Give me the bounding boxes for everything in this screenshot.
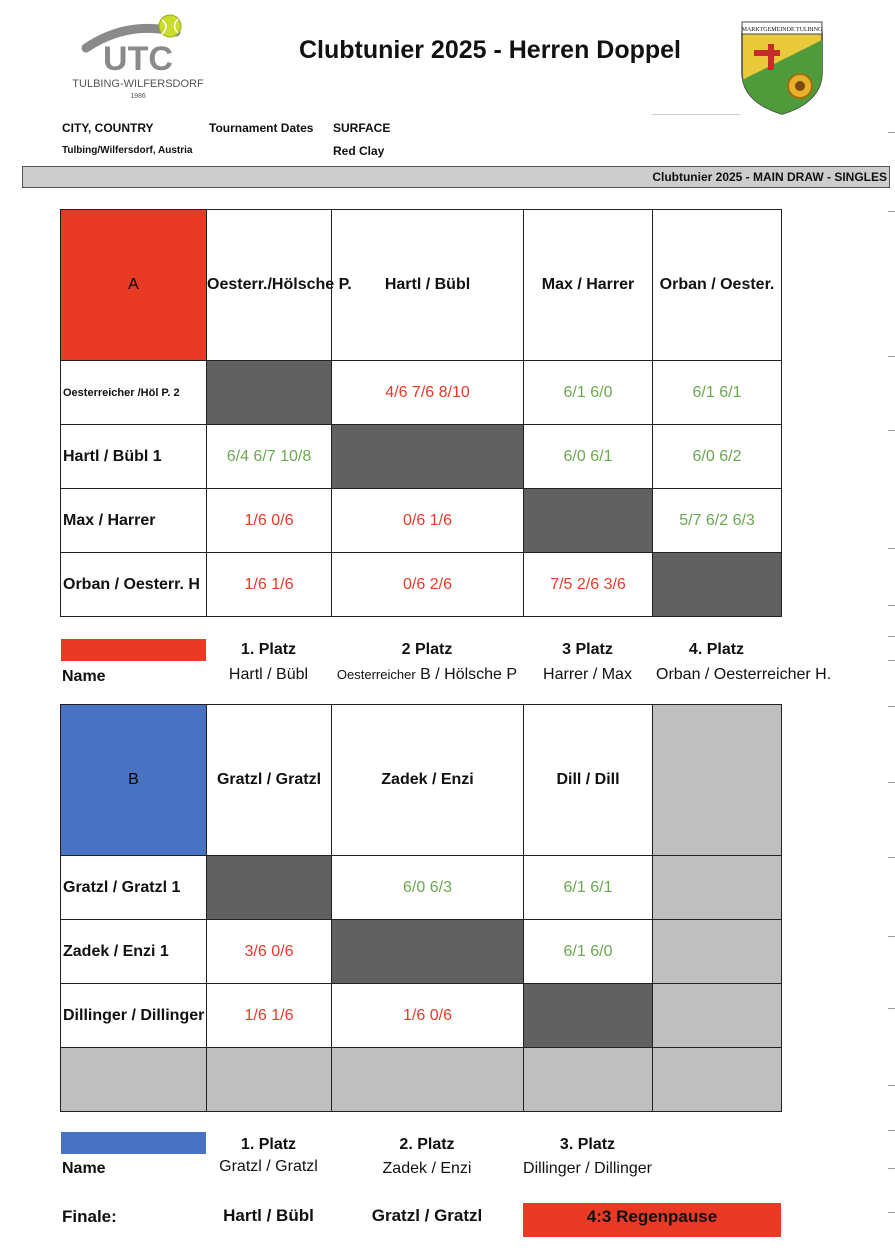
group-a-col-header: Hartl / Bübl — [332, 210, 524, 361]
group-a-label: A — [61, 210, 207, 361]
blocked-cell — [207, 361, 332, 425]
place-name: Harrer / Max — [543, 666, 632, 683]
empty-cell — [207, 1048, 332, 1112]
surface-value: Red Clay — [333, 144, 385, 158]
table-row — [61, 856, 782, 920]
group-a-col-header: Max / Harrer — [524, 210, 653, 361]
utc-logo — [58, 12, 218, 102]
score-cell: 6/1 6/0 — [524, 361, 653, 425]
edge-tick — [888, 706, 895, 707]
finale-label: Finale: — [62, 1207, 117, 1226]
table-row — [61, 1048, 782, 1112]
table-row — [61, 920, 782, 984]
place-label: 3. Platz — [559, 1136, 616, 1153]
place-name: Dillinger / Dillinger — [523, 1160, 652, 1177]
surface-label: SURFACE — [333, 121, 391, 135]
city-label: CITY, COUNTRY — [62, 121, 154, 135]
group-b-swatch — [61, 1132, 206, 1154]
edge-tick — [888, 1168, 895, 1169]
blocked-cell — [207, 856, 332, 920]
edge-tick — [888, 1212, 895, 1213]
tulbing-crest-icon — [738, 18, 826, 116]
place-label: 4. Platz — [688, 641, 745, 658]
table-row — [61, 489, 782, 553]
group-b-row-label: Dillinger / Dillinger — [61, 984, 207, 1048]
edge-tick — [888, 936, 895, 937]
place-label: 2 Platz — [401, 641, 453, 658]
svg-text:TULBING-WILFERSDORF: TULBING-WILFERSDORF — [72, 78, 204, 90]
divider — [652, 114, 740, 115]
edge-tick — [888, 857, 895, 858]
edge-tick — [888, 782, 895, 783]
score-cell: 1/6 0/6 — [207, 489, 332, 553]
empty-cell — [524, 1048, 653, 1112]
page-title: Clubtunier 2025 - Herren Doppel — [298, 36, 682, 64]
empty-cell — [653, 1048, 782, 1112]
edge-tick — [888, 548, 895, 549]
blocked-cell — [524, 489, 653, 553]
group-b-label: B — [61, 705, 207, 856]
score-cell: 7/5 2/6 3/6 — [524, 553, 653, 617]
empty-cell — [653, 984, 782, 1048]
blocked-cell — [524, 984, 653, 1048]
edge-tick — [888, 211, 895, 212]
score-cell: 1/6 0/6 — [332, 984, 524, 1048]
group-a-swatch — [61, 639, 206, 661]
group-a-row-label: Max / Harrer — [61, 489, 207, 553]
finale-player1: Hartl / Bübl — [223, 1206, 314, 1225]
finale-player2: Gratzl / Gratzl — [371, 1206, 483, 1225]
table-row — [61, 553, 782, 617]
group-b-row-label: Gratzl / Gratzl 1 — [61, 856, 207, 920]
group-b-row-label: Zadek / Enzi 1 — [61, 920, 207, 984]
empty-cell — [332, 1048, 524, 1112]
group-b-col-header: Zadek / Enzi — [332, 705, 524, 856]
blocked-cell — [653, 553, 782, 617]
place-name: Zadek / Enzi — [382, 1160, 472, 1177]
score-cell: 6/0 6/1 — [524, 425, 653, 489]
edge-tick — [888, 356, 895, 357]
blocked-cell — [332, 920, 524, 984]
edge-tick — [888, 1085, 895, 1086]
edge-tick — [888, 132, 895, 133]
score-cell: 4/6 7/6 8/10 — [332, 361, 524, 425]
dates-label: Tournament Dates — [209, 121, 314, 135]
group-b-col-header: Dill / Dill — [524, 705, 653, 856]
score-cell: 6/0 6/3 — [332, 856, 524, 920]
score-cell: 0/6 2/6 — [332, 553, 524, 617]
edge-tick — [888, 1008, 895, 1009]
group-a-row-label: Oesterreicher /Höl P. 2 — [61, 361, 207, 425]
place-name: Oesterreicher B / Hölsche P — [336, 666, 518, 683]
name-label: Name — [62, 668, 106, 685]
group-b-col-header: Gratzl / Gratzl — [207, 705, 332, 856]
group-a-row-label: Orban / Oesterr. H — [61, 553, 207, 617]
place-label: 1. Platz — [240, 1136, 297, 1153]
score-cell: 6/0 6/2 — [653, 425, 782, 489]
table-row — [61, 984, 782, 1048]
score-cell: 5/7 6/2 6/3 — [653, 489, 782, 553]
edge-tick — [888, 660, 895, 661]
edge-tick — [888, 605, 895, 606]
group-a-row-label: Hartl / Bübl 1 — [61, 425, 207, 489]
blocked-cell — [332, 425, 524, 489]
edge-tick — [888, 636, 895, 637]
empty-cell — [61, 1048, 207, 1112]
table-row — [61, 425, 782, 489]
empty-cell — [653, 705, 782, 856]
edge-tick — [888, 430, 895, 431]
score-cell: 0/6 1/6 — [332, 489, 524, 553]
score-cell: 1/6 1/6 — [207, 553, 332, 617]
score-cell: 6/1 6/1 — [524, 856, 653, 920]
place-label: 2. Platz — [399, 1136, 455, 1153]
group-a-col-header: Oesterr./Hölsche P. — [207, 210, 332, 361]
table-row — [61, 361, 782, 425]
place-name: Gratzl / Gratzl — [219, 1158, 318, 1175]
edge-tick — [888, 1130, 895, 1131]
place-label: 3 Platz — [562, 641, 613, 658]
empty-cell — [653, 920, 782, 984]
place-name: Orban / Oesterreicher H. — [656, 666, 832, 683]
score-cell: 6/1 6/0 — [524, 920, 653, 984]
group-b-table — [60, 704, 782, 1112]
finale-result: 4:3 Regenpause — [523, 1203, 781, 1237]
score-cell: 6/4 6/7 10/8 — [207, 425, 332, 489]
city-value: Tulbing/Wilfersdorf, Austria — [62, 145, 193, 156]
svg-text:1986: 1986 — [130, 93, 146, 100]
place-name: Hartl / Bübl — [228, 666, 309, 683]
draw-bar: Clubtunier 2025 - MAIN DRAW - SINGLES — [22, 166, 890, 188]
score-cell: 1/6 1/6 — [207, 984, 332, 1048]
score-cell: 6/1 6/1 — [653, 361, 782, 425]
empty-cell — [653, 856, 782, 920]
place-label: 1. Platz — [240, 641, 297, 658]
score-cell: 3/6 0/6 — [207, 920, 332, 984]
name-label: Name — [62, 1160, 106, 1177]
logo-text: UTC — [103, 40, 173, 78]
group-a-table — [60, 209, 782, 617]
svg-text:MARKTGEMEINDE TULBING: MARKTGEMEINDE TULBING — [741, 27, 823, 33]
group-a-col-header: Orban / Oester. — [653, 210, 782, 361]
